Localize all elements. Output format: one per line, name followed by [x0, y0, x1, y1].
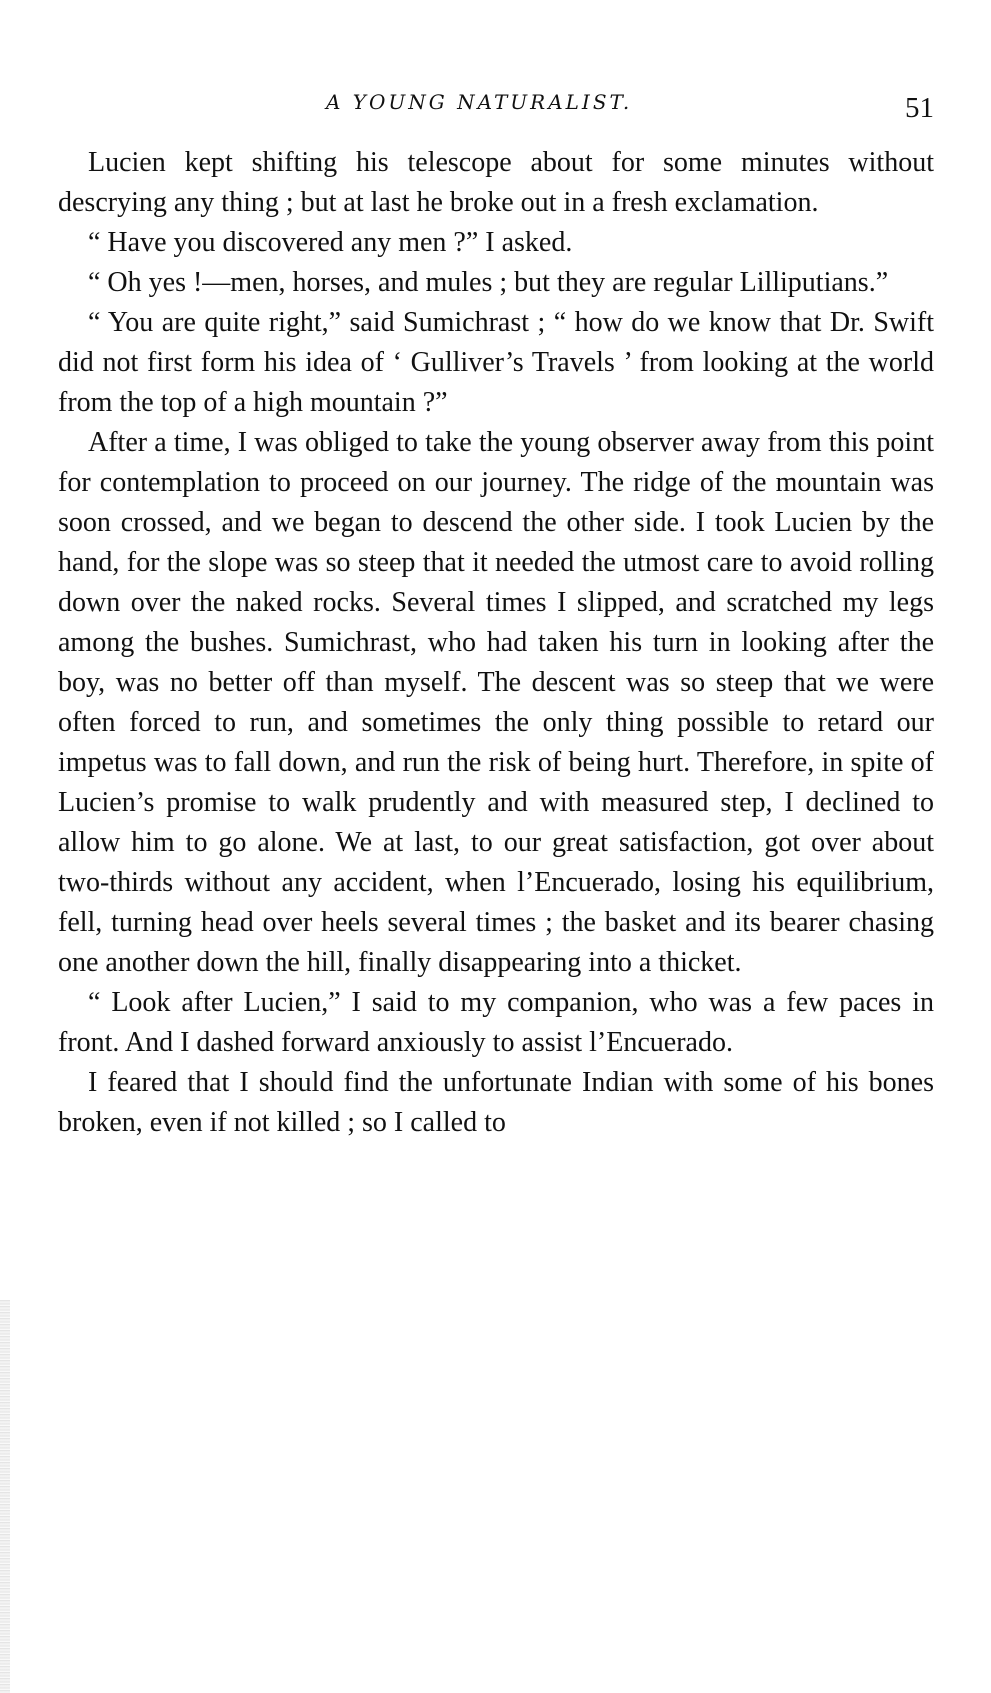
body-text: [58, 143, 934, 1143]
paragraph: “ Have you discovered any men ?” I asked.: [88, 227, 573, 258]
paragraph: “ You are quite right,” said Sumichrast ; “ how do we know that Dr. Swift did not first form his idea of ‘ Gulliver’s Travels ’ from looking at the world from the top of a high mountain ?”: [58, 307, 934, 418]
running-title: A YOUNG NATURALIST.: [326, 90, 633, 114]
page-number: 51: [905, 92, 934, 124]
paragraph: Lucien kept shifting his telescope about for some minutes without descrying any thing ; but at last he broke out in a fresh exclamation.: [58, 147, 934, 218]
paragraph: “ Look after Lucien,” I said to my companion, who was a few paces in front. And I dashed forward anxiously to assist l’Encuerado.: [58, 987, 934, 1058]
paragraph: “ Oh yes !—men, horses, and mules ; but they are regular Lilliputians.”: [88, 267, 889, 298]
scan-edge-shadow: [0, 1300, 10, 1693]
page-header: [58, 90, 934, 130]
paragraph: I feared that I should find the unfortunate Indian with some of his bones broken, even if not killed ; so I called to: [58, 1067, 934, 1138]
paragraph: After a time, I was obliged to take the young observer away from this point for contemplation to proceed on our journey. The ridge of the mountain was soon crossed, and we began to descend the other side. I took Lucien by the hand, for the slope was so steep that it needed the utmost care to avoid rolling down over the naked rocks. Several times I slipped, and scratched my legs among the bushes. Sumichrast, who had taken his turn in looking after the boy, was no better off than myself. The descent was so steep that we were often forced to run, and sometimes the only thing possible to retard our impetus was to fall down, and run the risk of being hurt. Therefore, in spite of Lucien’s promise to walk prudently and with measured step, I declined to allow him to go alone. We at last, to our great satisfaction, got over about two-thirds without any accident, when l’Encuerado, losing his equilibrium, fell, turning head over heels several times ; the basket and its bearer chasing one another down the hill, finally disappearing into a thicket.: [58, 427, 934, 978]
